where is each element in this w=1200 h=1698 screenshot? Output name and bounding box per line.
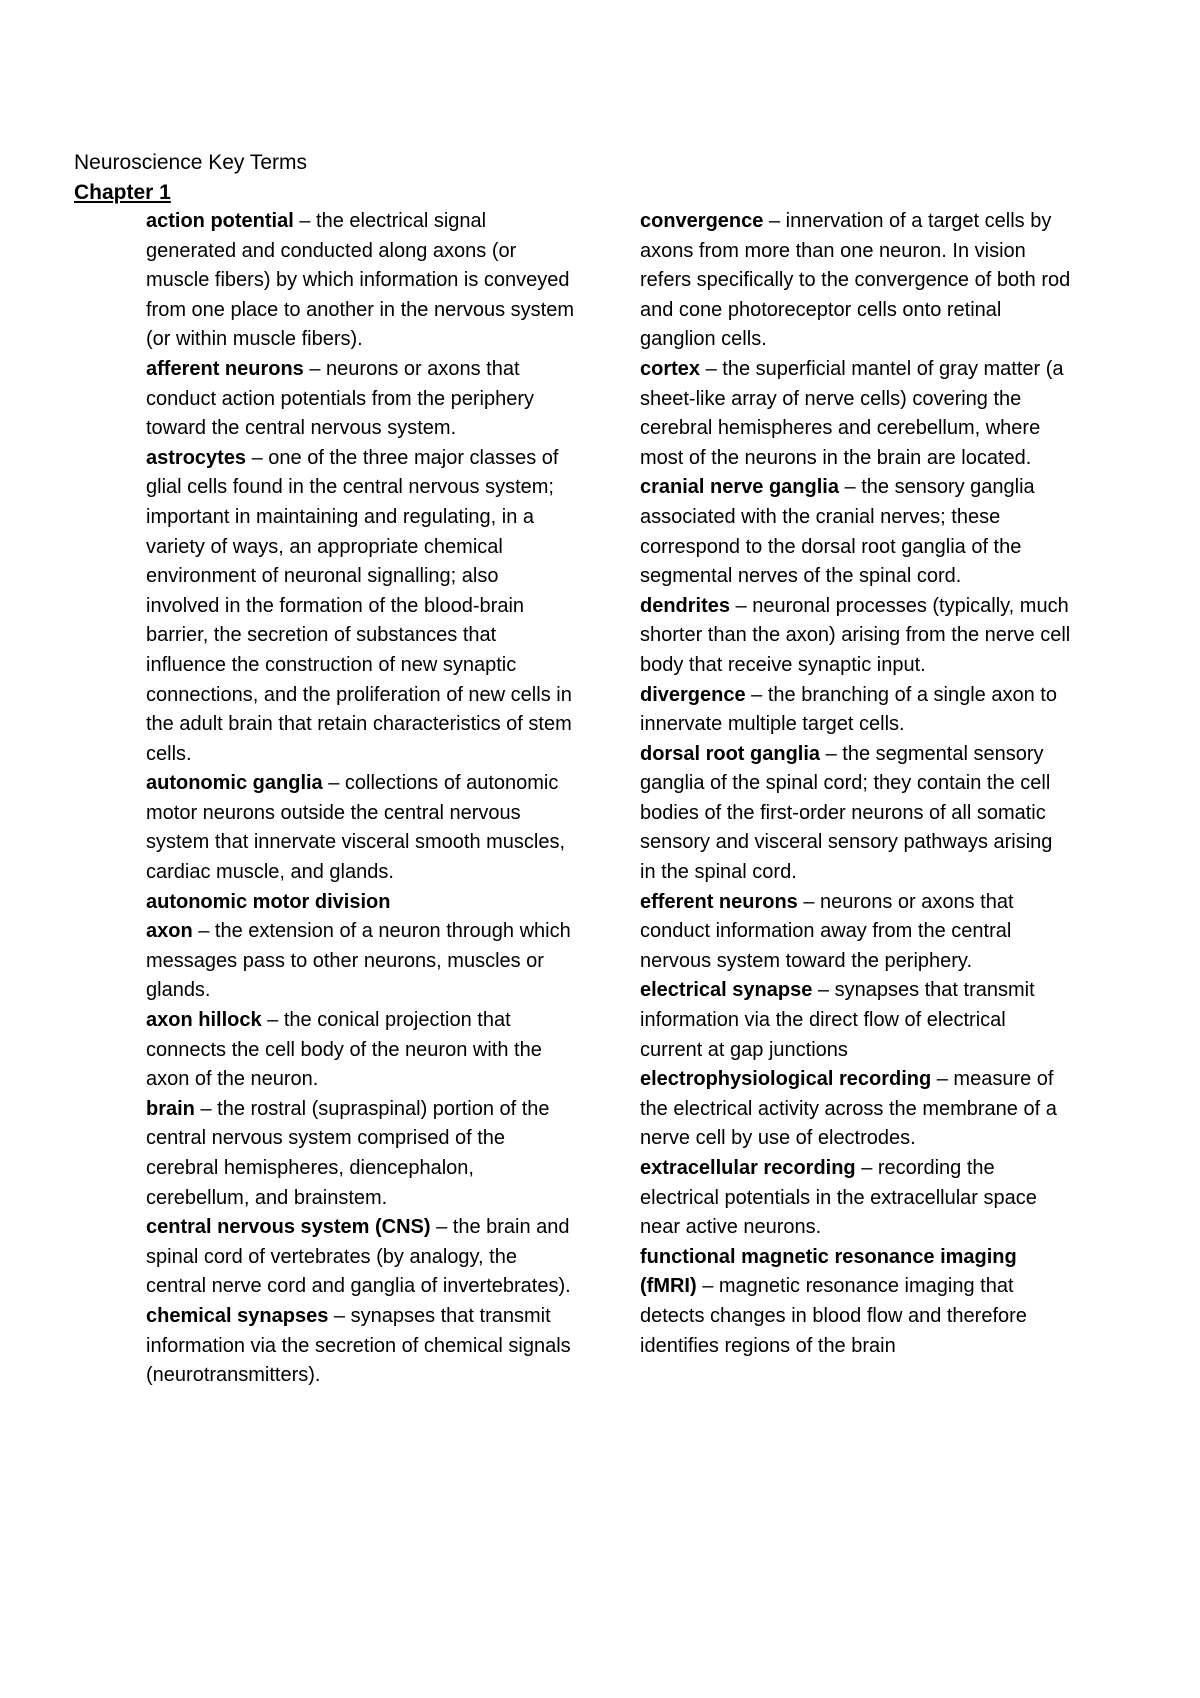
glossary-entry: [640, 976, 1072, 1065]
definition: – recording the electrical potentials in the extracellular space near active neurons.: [640, 1157, 1037, 1239]
term: afferent neurons: [146, 357, 304, 380]
term: axon hillock: [146, 1009, 262, 1032]
term: central nervous system (CNS): [146, 1216, 431, 1239]
glossary-entry: [640, 473, 1072, 591]
term: cortex: [640, 357, 701, 380]
term: astrocytes: [146, 446, 247, 469]
chapter-heading: Chapter 1: [74, 181, 171, 204]
glossary-entry: [146, 1095, 576, 1213]
term: electrophysiological recording: [640, 1068, 932, 1091]
definition: – synapses that transmit information via the secretion of chemical signals (neurotransmitters).: [146, 1304, 571, 1387]
glossary-entry: [146, 888, 576, 918]
definition: – neuronal processes (typically, much shorter than the axon) arising from the nerve cell body that receive synaptic input.: [640, 594, 1071, 676]
definition: – the brain and spinal cord of vertebrates (by analogy, the central nerve cord and ganglia of invertebrates).: [146, 1216, 571, 1298]
glossary-entry: [146, 444, 576, 770]
definition: – the extension of a neuron through which messages pass to other neurons, muscles or glands.: [146, 920, 571, 1002]
definition: – innervation of a target cells by axons from more than one neuron. In vision refers specifically to the convergence of both rod and cone photoreceptor cells onto retinal ganglion cells.: [640, 210, 1071, 351]
glossary-entry: [146, 1213, 576, 1302]
glossary-entry: [640, 681, 1072, 740]
glossary-entry: [640, 592, 1072, 681]
glossary-entry: [146, 355, 576, 444]
term: dorsal root ganglia: [640, 742, 821, 765]
definition: – the segmental sensory ganglia of the spinal cord; they contain the cell bodies of the first-order neurons of all somatic sensory and visceral sensory pathways arising in the spinal cord.: [640, 742, 1053, 884]
definition: – neurons or axons that conduct action potentials from the periphery toward the central nervous system.: [146, 357, 534, 440]
term: cranial nerve ganglia: [640, 476, 839, 499]
document-title: Neuroscience Key Terms: [74, 151, 308, 174]
definition: – the branching of a single axon to innervate multiple target cells.: [640, 683, 1057, 736]
term: extracellular recording: [640, 1157, 856, 1179]
glossary-entry: [146, 917, 576, 1006]
right-column: [640, 207, 1072, 1361]
definition: – the rostral (supraspinal) portion of the central nervous system comprised of the cerebral hemispheres, diencephalon, cerebellum, and brainstem.: [146, 1097, 550, 1209]
term: chemical synapses: [146, 1304, 329, 1327]
glossary-entry: [640, 207, 1072, 355]
definition: – synapses that transmit information via the direct flow of electrical current at gap junctions: [640, 979, 1035, 1061]
glossary-entry: [146, 1302, 576, 1391]
term: action potential: [146, 210, 294, 232]
definition: – one of the three major classes of glial cells found in the central nervous system; important in maintaining and regulating, in a variety of ways, an appropriate chemical environment of neuronal signalling; also involved in the formation of the blood-brain barrier, the secretion of substances that influence the construction of new synaptic connections, and the proliferation of new cells in the adult brain that retain characteristics of stem cells.: [146, 446, 572, 765]
definition: – the sensory ganglia associated with the cranial nerves; these correspond to the dorsal root ganglia of the segmental nerves of the spinal cord.: [640, 476, 1035, 588]
glossary-entry: [640, 888, 1072, 977]
glossary-entry: [640, 740, 1072, 888]
definition: – the electrical signal generated and conducted along axons (or muscle fibers) by which information is conveyed from one place to another in the nervous system (or within muscle fibers).: [146, 210, 575, 351]
term: convergence: [640, 210, 764, 232]
definition: – measure of the electrical activity across the membrane of a nerve cell by use of electrodes.: [640, 1068, 1057, 1150]
left-column: [146, 207, 576, 1391]
term: electrical synapse: [640, 979, 813, 1002]
term: divergence: [640, 683, 746, 706]
definition: – magnetic resonance imaging that detects changes in blood flow and therefore identifies regions of the brain: [640, 1275, 1027, 1357]
glossary-entry: [146, 207, 576, 355]
glossary-entry: [640, 1065, 1072, 1154]
term: functional magnetic resonance imaging (fMRI): [640, 1245, 1017, 1298]
definition: – the conical projection that connects the cell body of the neuron with the axon of the neuron.: [146, 1009, 542, 1091]
glossary-entry: [146, 1006, 576, 1095]
term: autonomic motor division: [146, 890, 391, 913]
glossary-entry: [640, 1154, 1072, 1243]
term: dendrites: [640, 594, 731, 617]
definition: – collections of autonomic motor neurons outside the central nervous system that innervate visceral smooth muscles, cardiac muscle, and glands.: [146, 772, 566, 884]
term: axon: [146, 920, 193, 943]
glossary-entry: [640, 1243, 1072, 1361]
term: autonomic ganglia: [146, 772, 323, 795]
definition: – neurons or axons that conduct information away from the central nervous system toward the periphery.: [640, 890, 1014, 972]
glossary-entry: [146, 769, 576, 887]
term: brain: [146, 1097, 195, 1120]
term: efferent neurons: [640, 890, 798, 913]
glossary-entry: [640, 355, 1072, 473]
definition: – the superficial mantel of gray matter (a sheet-like array of nerve cells) covering the cerebral hemispheres and cerebellum, where most of the neurons in the brain are located.: [640, 357, 1064, 469]
